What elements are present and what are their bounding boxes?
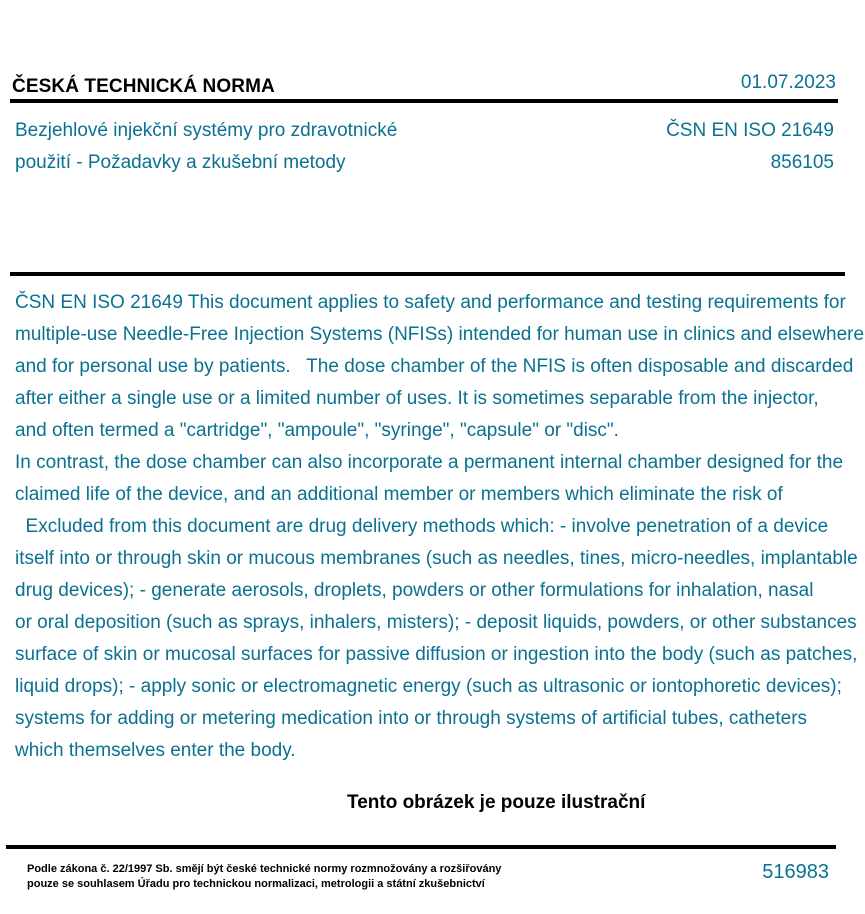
- standard-code: ČSN EN ISO 21649: [666, 120, 834, 141]
- standard-title: [15, 115, 397, 179]
- abstract-line: which themselves enter the body.: [15, 740, 296, 761]
- legal-notice-line-1: Podle zákona č. 22/1997 Sb. smějí být české technické normy rozmnožovány a rozšiřovány: [27, 863, 502, 875]
- abstract-text: [15, 287, 865, 767]
- standard-title-line-1: Bezjehlové injekční systémy pro zdravotnické: [15, 120, 398, 141]
- document-type-heading: ČESKÁ TECHNICKÁ NORMA: [12, 76, 275, 97]
- standard-title-line-2: použití - Požadavky a zkušební metody: [15, 152, 346, 173]
- abstract-line: Excluded from this document are drug delivery methods which: - involve penetration of a device: [15, 516, 829, 537]
- abstract-line: after either a single use or a limited number of uses. It is sometimes separable from the injector,: [15, 388, 819, 409]
- document-number: 516983: [762, 861, 829, 883]
- standard-identifiers: [666, 115, 834, 179]
- header-divider: [10, 99, 838, 103]
- abstract-line: and often termed a "cartridge", "ampoule", "syringe", "capsule" or "disc".: [15, 420, 619, 441]
- abstract-line: and for personal use by patients. The dose chamber of the NFIS is often disposable and discarded: [15, 356, 854, 377]
- illustrative-note: Tento obrázek je pouze ilustrační: [347, 792, 646, 813]
- publication-date: 01.07.2023: [740, 72, 836, 93]
- legal-notice-line-2: pouze se souhlasem Úřadu pro technickou normalizaci, metrologii a státní zkušebnictví: [27, 878, 485, 890]
- abstract-line: claimed life of the device, and an additional member or members which eliminate the risk of: [15, 484, 783, 505]
- footer-divider: [6, 845, 836, 849]
- abstract-line: surface of skin or mucosal surfaces for passive diffusion or ingestion into the body (such as patches,: [15, 644, 858, 665]
- abstract-line: or oral deposition (such as sprays, inhalers, misters); - deposit liquids, powders, or other substances: [15, 612, 857, 633]
- abstract-line: multiple-use Needle-Free Injection Systems (NFISs) intended for human use in clinics and elsewhere: [15, 324, 865, 345]
- classification-number: 856105: [770, 152, 834, 173]
- abstract-line: itself into or through skin or mucous membranes (such as needles, tines, micro-needles, implantable: [15, 548, 858, 569]
- abstract-line: liquid drops); - apply sonic or electromagnetic energy (such as ultrasonic or iontophoretic devices);: [15, 676, 842, 697]
- abstract-line: systems for adding or metering medication into or through systems of artificial tubes, catheters: [15, 708, 808, 729]
- section-divider: [10, 272, 845, 276]
- abstract-line: drug devices); - generate aerosols, droplets, powders or other formulations for inhalation, nasal: [15, 580, 814, 601]
- legal-notice: [27, 862, 501, 892]
- abstract-line: In contrast, the dose chamber can also incorporate a permanent internal chamber designed for the: [15, 452, 844, 473]
- abstract-line: ČSN EN ISO 21649 This document applies to safety and performance and testing requirements for: [15, 292, 846, 313]
